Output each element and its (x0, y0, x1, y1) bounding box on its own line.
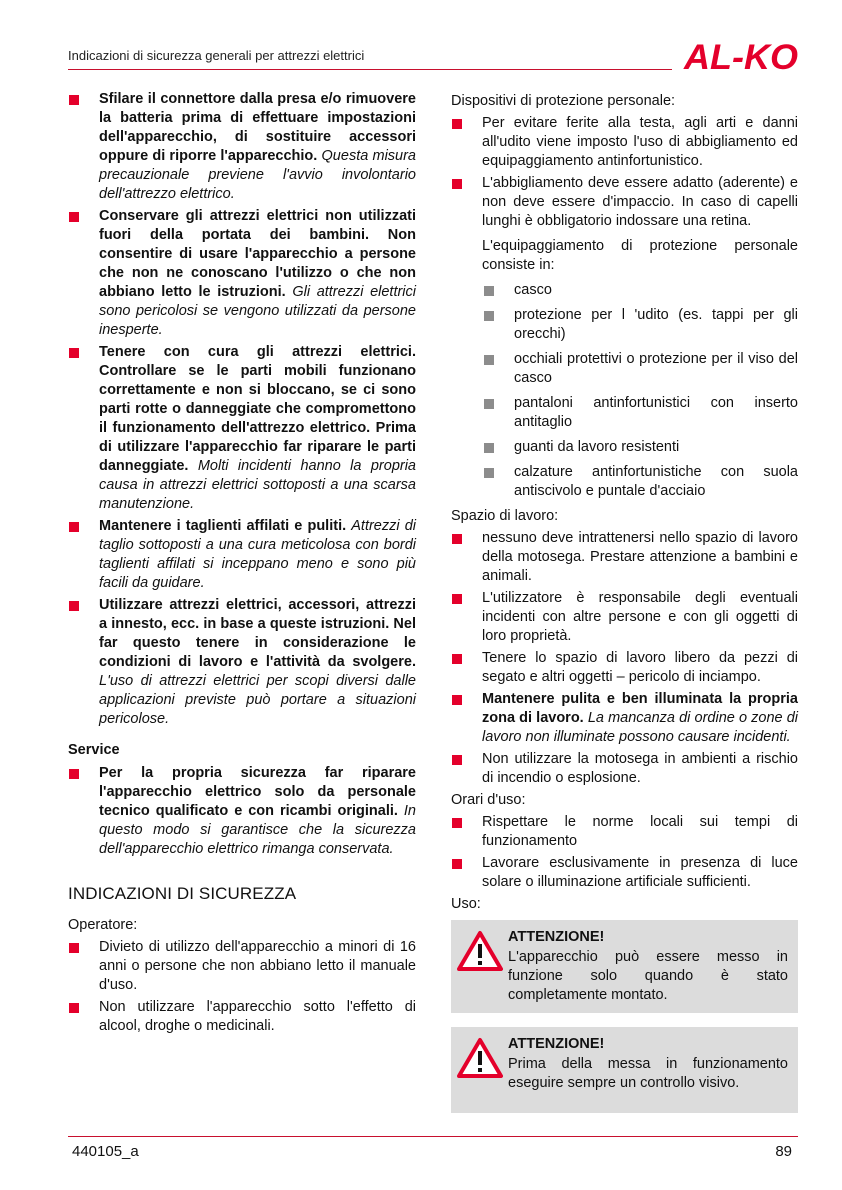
header-rule (68, 69, 672, 70)
header-title: Indicazioni di sicurezza generali per attrezzi elettrici (68, 48, 365, 63)
sub-list-item: casco (482, 281, 798, 300)
list-item: Tenere con cura gli attrezzi elettrici. Controllare se le parti mobili funzionano correttamente e non si bloccano, se ci sono parti rotte o danneggiate che compromettono il funzionamento dell'attrezzo elettrico. Prima di utilizzare l'apparecchio far riparare le parti danneggiate. Molti incidenti hanno la propria causa in attrezzi elettrici sottoposti a una scarsa manutenzione. (68, 343, 416, 514)
list-item: Utilizzare attrezzi elettrici, accessori, attrezzi a innesto, ecc. in base a queste istruzioni. Nel far questo tenere in considerazione le condizioni di lavoro e l'attività da svolgere. L'uso di attrezzi elettrici per scopi diversi dalle applicazioni previste può portare a situazioni pericolose. (68, 596, 416, 729)
spazio-list (451, 529, 798, 788)
sub-list-item: protezione per l 'udito (es. tappi per gli orecchi) (482, 306, 798, 344)
operatore-label: Operatore: (68, 917, 138, 933)
operatore-list (68, 938, 416, 1036)
service-list (68, 764, 416, 859)
list-item: Mantenere i taglienti affilati e puliti. Attrezzi di taglio sottoposti a una cura meticolosa con bordi taglienti affilati si inceppano meno e sono più facili da guidare. (68, 517, 416, 593)
alko-logo (683, 40, 799, 74)
warning-box (451, 1027, 798, 1113)
document-id: 440105_a (72, 1143, 139, 1160)
warning-triangle-icon (457, 1037, 503, 1079)
list-item: Non utilizzare la motosega in ambienti a rischio di incendio o esplosione. (451, 750, 798, 788)
warning-text: Prima della messa in funzionamento eseguire sempre un controllo visivo. (508, 1056, 788, 1091)
alko-logo-text: AL-KO (683, 40, 798, 74)
warning-title: ATTENZIONE! (508, 1036, 605, 1052)
sub-list-item: guanti da lavoro resistenti (482, 438, 798, 457)
dpi-list (451, 114, 798, 501)
dpi-label: Dispositivi di protezione personale: (451, 93, 676, 109)
list-item: Lavorare esclusivamente in presenza di luce solare o illuminazione artificiale sufficienti. (451, 854, 798, 892)
orari-label: Orari d'uso: (451, 792, 526, 808)
dpi-sublist (482, 281, 798, 501)
sub-list-item: pantaloni antinfortunistici con inserto antitaglio (482, 394, 798, 432)
list-item: Per la propria sicurezza far riparare l'apparecchio elettrico solo da personale tecnico qualificato e con ricambi originali. In questo modo si garantisce che la sicurezza dell'apparecchio elettrico rimanga conservata. (68, 764, 416, 859)
spazio-label: Spazio di lavoro: (451, 508, 559, 524)
sub-list-item: calzature antinfortunistiche con suola antiscivolo e puntale d'acciaio (482, 463, 798, 501)
list-item: Mantenere pulita e ben illuminata la propria zona di lavoro. La mancanza di ordine o zone di lavoro non illuminate possono causare incidenti. (451, 690, 798, 747)
warning-title: ATTENZIONE! (508, 929, 605, 945)
list-item: Conservare gli attrezzi elettrici non utilizzati fuori della portata dei bambini. Non consentire di usare l'apparecchio a persone che non ne conoscano l'utilizzo o che non abbiano letto le istruzioni. Gli attrezzi elettrici sono pericolosi se vengono utilizzati da persone inesperte. (68, 207, 416, 340)
list-item: L'abbigliamento deve essere adatto (aderente) e non deve essere d'impaccio. In caso di capelli lunghi è obbligatorio indossare una retina. L'equipaggiamento di protezione personale consiste in: casco protezione per l 'udito (es. tappi per gli orecchi) occhiali protettivi o protezione per il viso del casco pantaloni antinfortunistici con inserto antitaglio guanti da lavoro resistenti calzature antinfortunistiche con suola antiscivolo e puntale d'acciaio (451, 174, 798, 501)
list-item: Non utilizzare l'apparecchio sotto l'effetto di alcool, droghe o medicinali. (68, 998, 416, 1036)
footer-rule (68, 1136, 798, 1137)
right-column (451, 90, 798, 1127)
page-number: 89 (775, 1143, 792, 1160)
list-item: Tenere lo spazio di lavoro libero da pezzi di segato e altri oggetti – pericolo di inciampo. (451, 649, 798, 687)
left-bullet-list (68, 90, 416, 729)
warning-box (451, 920, 798, 1013)
list-item: Rispettare le norme locali sui tempi di funzionamento (451, 813, 798, 851)
warning-text: L'apparecchio può essere messo in funzione solo quando è stato completamente montato. (508, 949, 788, 1003)
left-column (68, 90, 416, 1039)
sub-list-item: occhiali protettivi o protezione per il viso del casco (482, 350, 798, 388)
list-item: L'utilizzatore è responsabile degli eventuali incidenti con altre persone e con gli oggetti di loro proprietà. (451, 589, 798, 646)
warning-triangle-icon (457, 930, 503, 972)
list-item: Divieto di utilizzo dell'apparecchio a minori di 16 anni o persone che non abbiano letto il manuale d'uso. (68, 938, 416, 995)
list-item: nessuno deve intrattenersi nello spazio di lavoro della motosega. Prestare attenzione a bambini e animali. (451, 529, 798, 586)
dpi-consists-text: L'equipaggiamento di protezione personale consiste in: (482, 238, 798, 273)
list-item: Per evitare ferite alla testa, agli arti e danni all'udito viene imposto l'uso di abbigliamento ed equipaggiamento antinfortunistico. (451, 114, 798, 171)
list-item: Sfilare il connettore dalla presa e/o rimuovere la batteria prima di effettuare impostazioni dell'apparecchio, di sostituire accessori oppure di riporre l'apparecchio. Questa misura precauzionale previene l'avvio involontario dell'attrezzo elettrico. (68, 90, 416, 204)
orari-list (451, 813, 798, 892)
uso-label: Uso: (451, 896, 481, 912)
section-heading: INDICAZIONI DI SICUREZZA (68, 884, 297, 903)
service-label: Service (68, 742, 120, 758)
